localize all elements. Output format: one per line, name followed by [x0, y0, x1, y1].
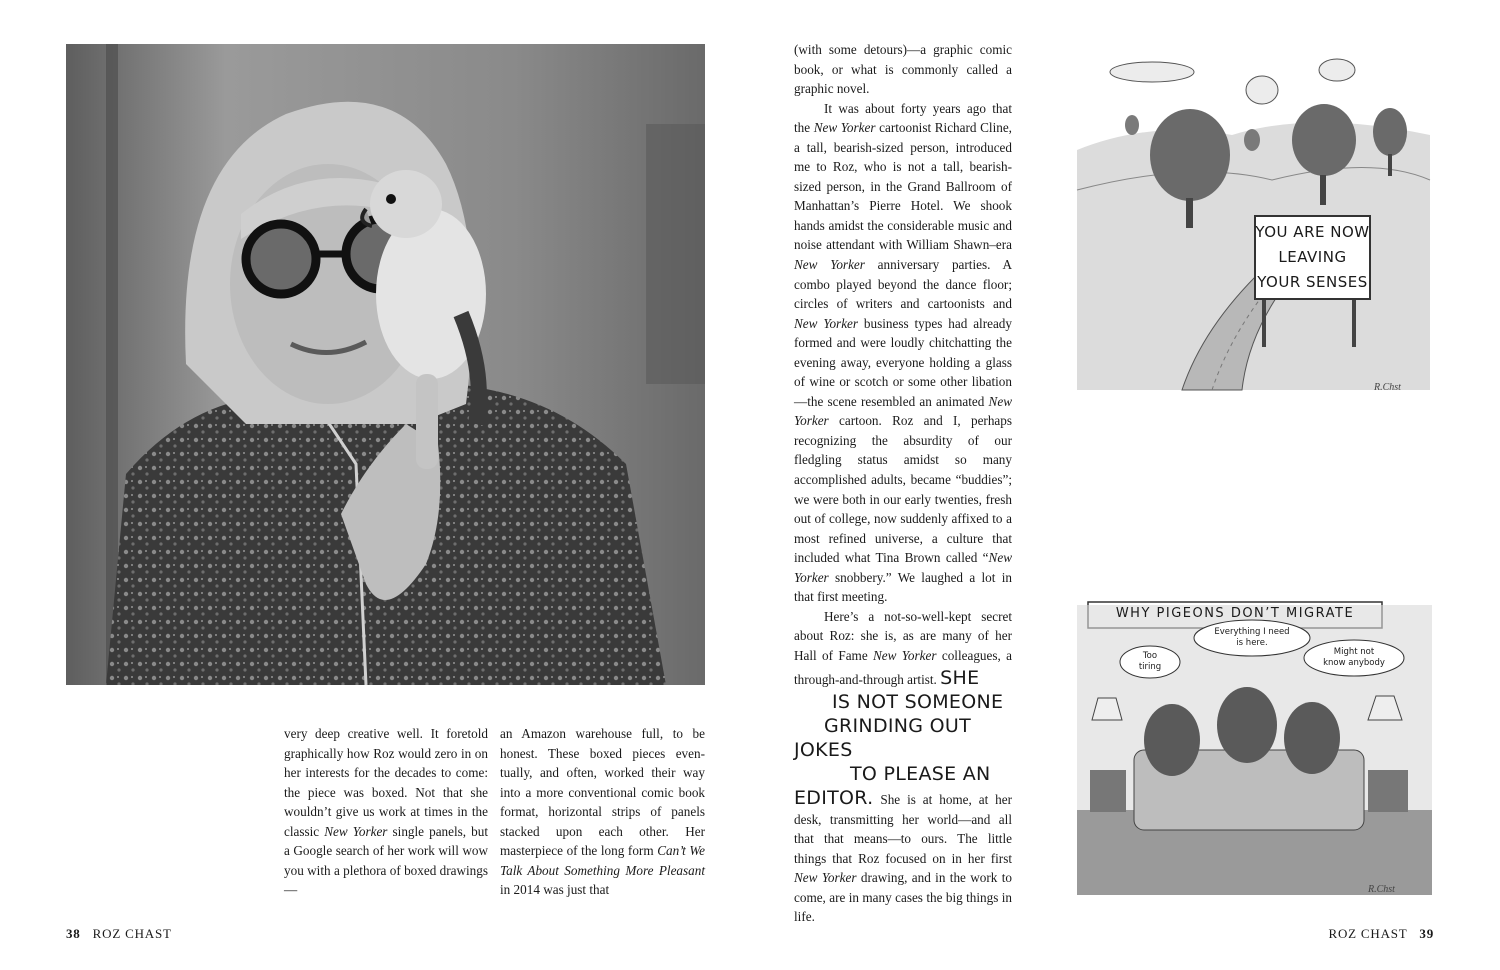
body-column-middle [500, 724, 705, 900]
text-line: in 2014 was just that [500, 882, 610, 898]
running-footer: ROZ CHAST [92, 926, 172, 941]
text-line: of her work will wow you with [284, 843, 489, 878]
portrait-illustration [66, 44, 705, 685]
cartoon-why-pigeons-dont-migrate [1072, 580, 1434, 900]
text-line: graphically how Roz would zero [284, 745, 458, 761]
portrait-photo [66, 44, 705, 685]
artist-signature: R.Chst [1368, 884, 1395, 895]
text-line: tually, and often, worked their way [500, 765, 705, 781]
page-number: 38 [66, 926, 81, 941]
text-line: book format, horizontal strips of [500, 784, 705, 820]
text-line: into a more conventional comic [500, 784, 674, 800]
text-line: in on her interests for the decades [284, 745, 488, 781]
text-line: at times in the classic [284, 804, 488, 839]
body-column-right [794, 40, 1012, 927]
paragraph: It was about forty years ago that the New Yorker cartoonist Richard Cline, a tall, bearish-sized person, introduced me to Roz, who is not a tall, bearish-sized person, in the Grand Ballroom of Manhattan’s Pierre Hotel. We shook hands amidst the considerable music and noise attendant with William Shawn–era New Yorker anniversary parties. A combo played beyond the dance floor; circles of writers and cartoonists and New Yorker business types had already formed and were loudly chitchatting the evening away, everyone holding a glass of wine or scotch or some other libation—the scene resembled an animated New Yorker cartoon. Roz and I, perhaps recognizing the absurdity of our fledgling status amidst so many accomplished adults, became “buddies”; we were both in our early twenties, fresh out of college, now suddenly affixed to a most refined universe, a culture that included what Tina Brown called “New Yorker snobbery.” We laughed a lot in that first meeting. [794, 100, 1012, 605]
body-column-left [284, 724, 488, 900]
paragraph: (with some detours)—a graphic comic book, or what is commonly called a graphic novel. [794, 42, 1012, 97]
text-line: single panels, but a Google search [284, 823, 489, 859]
speech-bubble-right: Might not know anybody [1323, 647, 1385, 668]
speech-bubble-left: Too tiring [1138, 651, 1162, 672]
publication-name: New Yorker [324, 823, 388, 839]
text-line: panels stacked upon each other. [500, 804, 705, 839]
text-line: to come: the piece was boxed. Not [284, 765, 489, 800]
footer-right [1328, 926, 1434, 942]
text-line: Her masterpiece of the long form [500, 823, 705, 859]
cartoon-drawing [1072, 40, 1434, 400]
book-title: Can’t We Talk About Something [500, 843, 705, 878]
book-title: More Pleasant [625, 862, 705, 878]
text-line: a plethora of boxed drawings— [284, 862, 488, 898]
text-line: that she wouldn’t give us work [284, 784, 489, 820]
text-line: very deep creative well. It foretold [284, 726, 488, 741]
page-number: 39 [1419, 926, 1434, 941]
artist-signature: R.Chst [1374, 382, 1401, 393]
sign-text: YOU ARE NOW LEAVING YOUR SENSES [1255, 223, 1370, 291]
running-footer: ROZ CHAST [1328, 926, 1408, 941]
text-line: an Amazon warehouse full, to be [500, 726, 705, 741]
cartoon-title: WHY PIGEONS DON’T MIGRATE [1115, 606, 1355, 621]
footer-left [66, 926, 172, 942]
text-line: honest. These boxed pieces even- [500, 745, 705, 761]
cartoon-leaving-your-senses [1072, 40, 1434, 400]
pull-quote: SHE IS NOT SOMEONE GRINDING OUT JOKES TO PLEASE AN EDITOR. [794, 666, 1004, 809]
paragraph: Here’s a not-so-well-kept secret about Roz: she is, as are many of her Hall of Fame New Yorker colleagues, a through-and-through artist. SHE IS NOT SOMEONE GRINDING OUT JOKES TO PLEASE AN EDITOR. She is at home, at her desk, transmitting her world—and all that that means—to ours. The little things that Roz focused on in her first New Yorker drawing, and in the work to come, are in many cases the big things in life. [794, 608, 1013, 925]
speech-bubble-middle: Everything I need is here. [1214, 627, 1290, 648]
